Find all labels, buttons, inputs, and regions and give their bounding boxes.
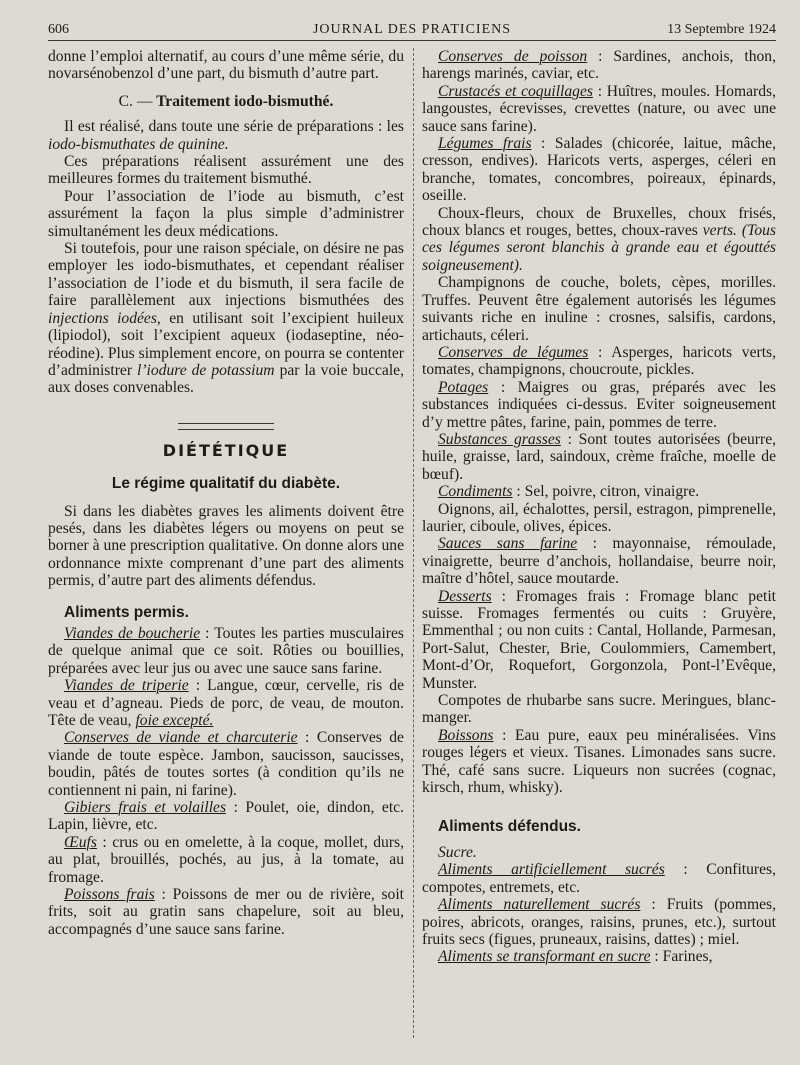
food-entry — [422, 344, 776, 379]
emphasis: verts. (Tous ces légumes seront blanchis à grande eau et égouttés soigneusement). — [422, 222, 776, 274]
paragraph: Champignons de couche, bolets, cèpes, morilles. Truffes. Peuvent être également autorisés les légumes suivants riche en inuline : crosnes, salsifis, cardons, artichauts, céleri. — [422, 274, 776, 344]
food-entry — [48, 677, 404, 729]
section-heading-c — [48, 93, 404, 110]
entry-label: Sauces sans farine — [438, 535, 578, 553]
entry-label: Aliments artificiellement sucrés — [438, 861, 665, 879]
article-title: Le régime qualitatif du diabète. — [111, 475, 341, 493]
issue-date: 13 Septembre 1924 — [667, 22, 776, 37]
entry-label: Conserves de légumes — [438, 343, 589, 361]
entry-label: Viandes de boucherie — [64, 624, 201, 642]
entry-label: Légumes frais — [438, 135, 532, 153]
entry-label: Substances grasses — [438, 430, 561, 448]
entry-label: Gibiers frais et volailles — [64, 799, 227, 817]
entry-label: Œufs — [64, 833, 97, 851]
subheading-permis: Aliments permis. — [64, 603, 189, 621]
page-header — [48, 18, 776, 41]
food-entry — [48, 729, 404, 799]
emphasis: injections iodées — [48, 309, 157, 327]
entry-label: Potages — [438, 378, 489, 396]
food-entry — [422, 83, 776, 135]
entry-text: : Huîtres, moules. Homards, langoustes, écrevisses, crevettes (nature, ou avec une sauce sans farine). — [422, 82, 776, 135]
emphasis: iodo-bismuthates de quinine. — [48, 135, 229, 153]
food-entry — [422, 948, 776, 965]
entry-label: Conserves de poisson — [438, 48, 588, 65]
entry-text: : Farines, — [650, 948, 713, 966]
food-entry — [422, 896, 776, 948]
decorative-rule — [178, 423, 274, 430]
text: par la voie buccale, aux doses convenables. — [48, 361, 405, 397]
food-entry — [48, 886, 404, 938]
column-divider — [413, 48, 414, 1038]
entry-text: : Fromages frais : Fromage blanc petit suisse. Fromages fermentés ou cuits : Gruyère, Emmenthal ; ou non cuits : Cantal, Hollande, Parmesan, Port-Salut, Chester, Brie, Coulommiers, Camembert, Mont-d’Or, Roquefort, Gorgonzola, Pont-l’Evêque, Munster. — [422, 587, 776, 692]
paragraph: Ces préparations réalisent assurément une des meilleures formes du traitement bismuthé. — [48, 153, 404, 188]
entry-text: : Poulet, oie, dindon, etc. Lapin, lièvre, etc. — [48, 799, 404, 834]
entry-label: Conserves de viande et charcuterie — [64, 729, 298, 747]
entry-label: Boissons — [438, 726, 494, 744]
entry-text: : Asperges, haricots verts, tomates, champignons, choucroute, pickles. — [422, 343, 776, 379]
entry-text: : mayonnaise, rémoulade, vinaigrette, beurre d’anchois, hollandaise, beurre noir, maître d’hôtel, sauce moutarde. — [422, 535, 776, 588]
section-letter: C. — — [118, 92, 153, 110]
emphasis: l’iodure de potassium — [137, 361, 275, 379]
entry-text: : Sel, poivre, citron, vinaigre. — [512, 483, 700, 501]
subheading-defendus: Aliments défendus. — [438, 818, 581, 836]
entry-label: Poissons frais — [64, 886, 155, 904]
entry-label: Crustacés et coquillages — [438, 82, 593, 100]
entry-text: : Langue, cœur, cervelle, ris de veau et d’agneau. Pieds de porc, de veau, de mouton. Tête de veau, — [48, 677, 404, 729]
entry-label: Condiments — [438, 483, 513, 501]
journal-title: JOURNAL DES PRATICIENS — [312, 22, 512, 37]
text: Choux-fleurs, choux de Bruxelles, choux frisés, choux blancs et rouges, bettes, choux-raves — [422, 204, 776, 240]
entry-label: Aliments naturellement sucrés — [438, 896, 641, 914]
entry-label: Desserts — [438, 587, 492, 605]
entry-text: : Maigres ou gras, préparés avec les substances indiquées ci-dessus. Eviter soigneusement d’y mettre pâtes, farine, pain, pommes de terre. — [422, 378, 776, 431]
text: , en utilisant soit l’excipient huileux (lipiodol), soit l’excipient aqueux (iodaseptine, néo-réodine). Plus simplement encore, on pourra se contenter d’administrer — [48, 309, 404, 379]
dietetique-heading: DIÉTÉTIQUE — [162, 440, 290, 460]
text: Si toutefois, pour une raison spéciale, on désire ne pas employer les iodo-bismuthates, et cependant réaliser l’association de l’iode et du bismuth, il sera facile de faire parallèlement aux injections bismuthées des — [48, 240, 404, 310]
entry-text: : Salades (chicorée, laitue, mâche, cresson, endives). Haricots verts, asperges, céleri en branche, tomates, concombres, poireaux, épinards, oseille. — [422, 135, 777, 205]
food-entry — [422, 844, 776, 861]
paragraph — [422, 205, 776, 275]
entry-text: : Sont toutes autorisées (beurre, huile, graisse, lard, saindoux, crème fraîche, moelle de bœuf). — [422, 430, 777, 483]
emphasis: foie excepté. — [135, 712, 214, 729]
food-entry — [422, 861, 776, 896]
paragraph: Pour l’association de l’iode au bismuth, c’est assurément la façon la plus simple d’administrer simultanément les deux médications. — [48, 187, 404, 240]
food-entry — [48, 625, 404, 677]
entry-text: : Eau pure, eaux peu minéralisées. Vins rouges légers et vieux. Tisanes. Limonades sans sucre. Thé, café sans sucre. Liqueurs non sucrées (cognac, kirsch, rhum, whisky). — [422, 726, 776, 797]
paragraph: donne l’emploi alternatif, au cours d’une même série, du novarsénobenzol d’une part, du bismuth d’autre part. — [48, 48, 404, 83]
entry-text: : Toutes les parties musculaires de quelque animal que ce soit. Rôties ou bouillies, préparées avec leur jus ou avec une sauce sans farine. — [48, 624, 404, 677]
food-entry — [422, 135, 776, 205]
paragraph: Compotes de rhubarbe sans sucre. Meringues, blanc-manger. — [422, 692, 776, 727]
page-number: 606 — [48, 22, 69, 37]
entry-label: Viandes de triperie — [64, 677, 189, 695]
food-entry — [422, 588, 776, 692]
entry-label: Aliments se transformant en sucre — [438, 948, 651, 966]
entry-label: Sucre. — [438, 843, 477, 861]
food-entry — [422, 483, 776, 500]
food-entry — [422, 48, 776, 83]
food-entry — [48, 799, 404, 834]
paragraph: Oignons, ail, échalottes, persil, estragon, pimprenelle, laurier, ciboule, olives, épices. — [422, 500, 776, 535]
right-column — [422, 48, 776, 1045]
entry-text: : Fruits (pommes, poires, abricots, oranges, raisins, prunes, etc.), surtout fruits secs (figues, pruneaux, raisins, dattes) ; miel. — [422, 896, 776, 948]
section-title: Traitement iodo-bismuthé. — [156, 92, 334, 110]
entry-text: : Conserves de viande de toute espèce. Jambon, saucisson, saucisses, boudin, pâtés de toutes sortes (à condition qu’ils ne contiennent ni pain, ni farine). — [48, 729, 404, 799]
left-column — [48, 48, 404, 1045]
paragraph — [48, 118, 404, 153]
food-entry — [422, 379, 776, 431]
food-entry — [422, 535, 776, 587]
food-entry — [48, 834, 404, 886]
text: Il est réalisé, dans toute une série de préparations : les — [64, 118, 404, 136]
paragraph — [48, 240, 404, 397]
food-entry — [422, 431, 776, 483]
entry-text: : Sardines, anchois, thon, harengs marinés, caviar, etc. — [422, 48, 776, 83]
entry-text: : Confitures, compotes, entremets, etc. — [422, 861, 776, 896]
entry-text: : crus ou en omelette, à la coque, mollet, durs, au plat, brouillés, pochés, au jus, à la tomate, au fromage. — [48, 833, 404, 886]
paragraph: Si dans les diabètes graves les aliments doivent être pesés, dans les diabètes légers ou moyens on peut se borner à une prescription qualitative. On donne alors une ordonnance mixte comprenant d’une part des aliments permis, d’autre part des aliments défendus. — [48, 502, 404, 590]
food-entry — [422, 727, 776, 797]
entry-text: : Poissons de mer ou de rivière, soit frits, soit au gratin sans chapelure, soit au bleu, accompagnés d’une sauce sans farine. — [48, 886, 405, 938]
